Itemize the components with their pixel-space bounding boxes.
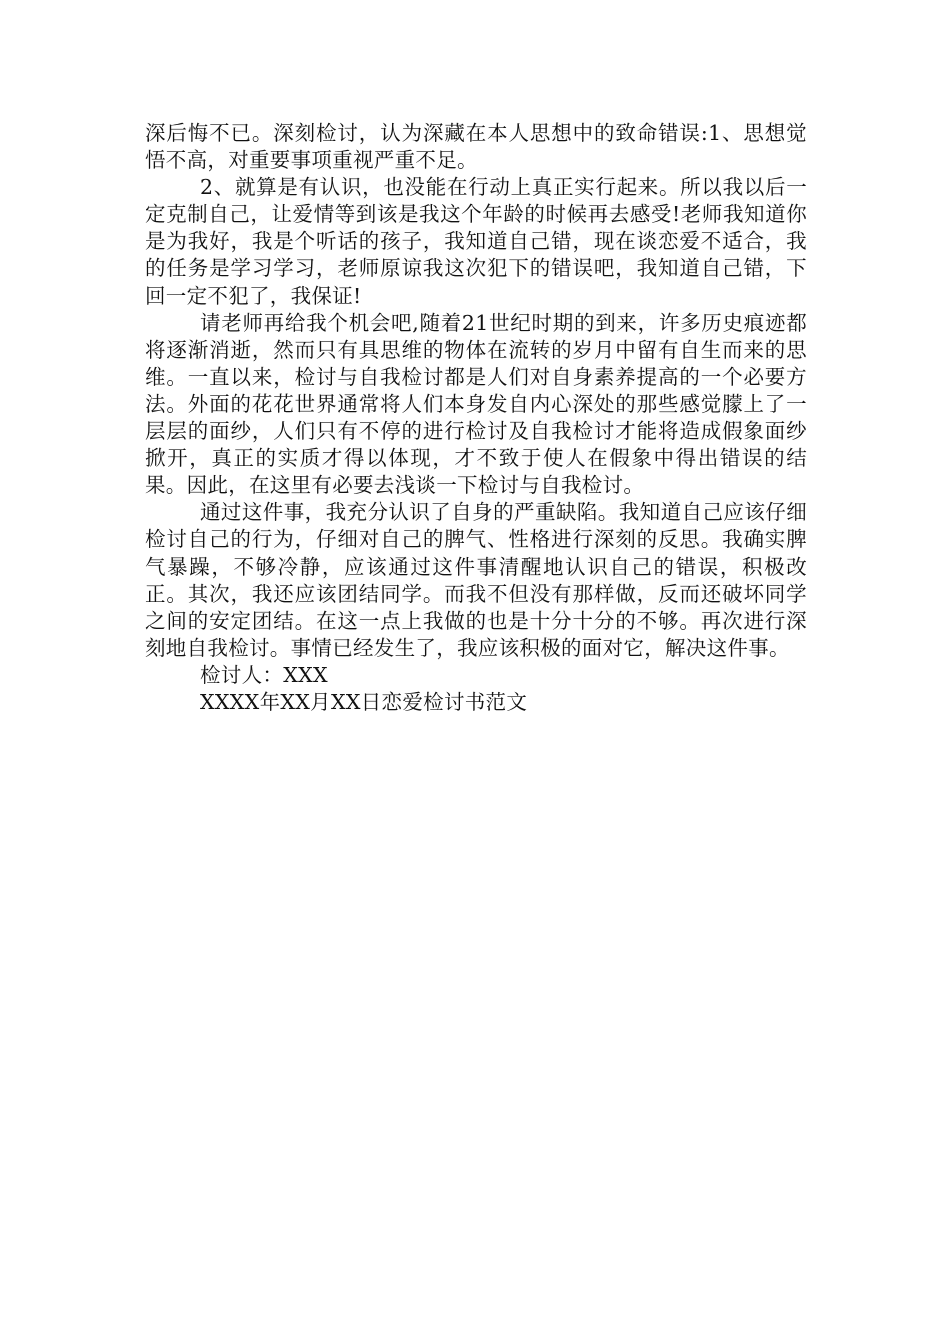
date-line: XXXX年XX月XX日恋爱检讨书范文 bbox=[200, 689, 528, 714]
signature-line: 检讨人：XXX bbox=[200, 662, 328, 687]
paragraph-2: 2、就算是有认识，也没能在行动上真正实行起来。所以我以后一定克制自己，让爱情等到该是我这个年龄的时候再去感受!老师我知道你是为我好，我是个听话的孩子，我知道自己错，现在谈恋爱不适合，我的任务是学习学习，老师原谅我这次犯下的错误吧，我知道自己错，下回一定不犯了，我保证! bbox=[145, 175, 807, 308]
paragraph-1: 深后悔不已。深刻检讨，认为深藏在本人思想中的致命错误:1、思想觉悟不高，对重要事项重视严重不足。 bbox=[145, 121, 807, 173]
document-body bbox=[145, 120, 807, 716]
paragraph-3: 请老师再给我个机会吧,随着21世纪时期的到来，许多历史痕迹都将逐渐消逝，然而只有具思维的物体在流转的岁月中留有自生而来的思维。一直以来，检讨与自我检讨都是人们对自身素养提高的一个必要方法。外面的花花世界通常将人们本身发自内心深处的那些感觉朦上了一层层的面纱，人们只有不停的进行检讨及自我检讨才能将造成假象面纱掀开，真正的实质才得以体现，才不致于使人在假象中得出错误的结果。因此，在这里有必要去浅谈一下检讨与自我检讨。 bbox=[145, 310, 807, 498]
paragraph-4: 通过这件事，我充分认识了自身的严重缺陷。我知道自己应该仔细检讨自己的行为，仔细对自己的脾气、性格进行深刻的反思。我确实脾气暴躁，不够冷静，应该通过这件事清醒地认识自己的错误，积极改正。其次，我还应该团结同学。而我不但没有那样做，反而还破坏同学之间的安定团结。在这一点上我做的也是十分十分的不够。再次进行深刻地自我检讨。事情已经发生了，我应该积极的面对它，解决这件事。 bbox=[145, 500, 807, 660]
